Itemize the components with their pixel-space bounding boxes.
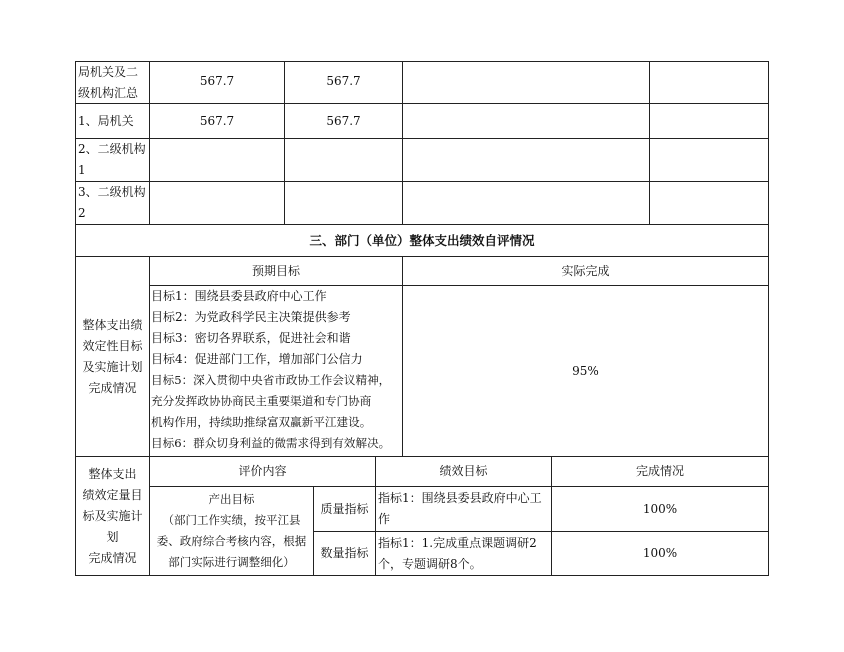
cell-value: 567.7	[149, 103, 285, 139]
cell-empty	[149, 181, 285, 225]
qualitative-label: 整体支出绩 效定性目标 及实施计划 完成情况	[75, 256, 150, 457]
list-item: 目标2：为党政科学民主决策提供参考	[151, 310, 351, 324]
quantitative-label: 整体支出 绩效定量目 标及实施计 划 完成情况	[75, 456, 150, 576]
actual-completion-header: 实际完成	[402, 256, 769, 286]
cell-value: 567.7	[284, 61, 403, 104]
list-item: 机构作用，持续助推绿富双赢新平江建设。	[151, 415, 372, 429]
indicator-type-quantity: 数量指标	[313, 531, 376, 576]
row-label-sub-org-1: 2、二级机构 1	[75, 138, 150, 182]
cell-empty	[402, 181, 650, 225]
cell-empty	[649, 138, 769, 182]
list-item: 目标6：群众切身利益的微需求得到有效解决。	[151, 436, 391, 450]
expected-target-header: 预期目标	[149, 256, 403, 286]
output-target: 产出目标 （部门工作实绩，按平江县 委、政府综合考核内容，根据 部门实际进行调整细化）	[149, 486, 314, 576]
cell-empty	[649, 103, 769, 139]
indicator-type-quality: 质量指标	[313, 486, 376, 532]
row-label-bureau: 1、局机关	[75, 103, 150, 139]
target-list	[149, 285, 403, 457]
list-item: 目标4：促进部门工作，增加部门公信力	[151, 352, 363, 366]
list-item: 充分发挥政协协商民主重要渠道和专门协商	[151, 394, 372, 408]
cell-value: 567.7	[284, 103, 403, 139]
completion-header: 完成情况	[551, 456, 769, 487]
cell-empty	[149, 138, 285, 182]
cell-empty	[649, 181, 769, 225]
cell-empty	[284, 138, 403, 182]
section-title: 三、部门（单位）整体支出绩效自评情况	[75, 224, 769, 257]
list-item: 目标1：围绕县委县政府中心工作	[151, 289, 327, 303]
actual-completion-value: 95%	[402, 285, 769, 457]
indicator-done-quality: 100%	[551, 486, 769, 532]
list-item: 目标3：密切各界联系，促进社会和谐	[151, 331, 351, 345]
indicator-done-quantity: 100%	[551, 531, 769, 576]
cell-empty	[402, 103, 650, 139]
cell-value: 567.7	[149, 61, 285, 104]
perf-target-header: 绩效目标	[375, 456, 552, 487]
cell-empty	[649, 61, 769, 104]
indicator-goal-quantity: 指标1：1.完成重点课题调研2 个，专题调研8个。	[375, 531, 552, 576]
row-label-summary: 局机关及二 级机构汇总	[75, 61, 150, 104]
indicator-goal-quality: 指标1：围绕县委县政府中心工 作	[375, 486, 552, 532]
cell-empty	[402, 138, 650, 182]
eval-content-header: 评价内容	[149, 456, 376, 487]
cell-empty	[284, 181, 403, 225]
list-item: 目标5：深入贯彻中央省市政协工作会议精神，	[151, 373, 391, 387]
row-label-sub-org-2: 3、二级机构 2	[75, 181, 150, 225]
cell-empty	[402, 61, 650, 104]
